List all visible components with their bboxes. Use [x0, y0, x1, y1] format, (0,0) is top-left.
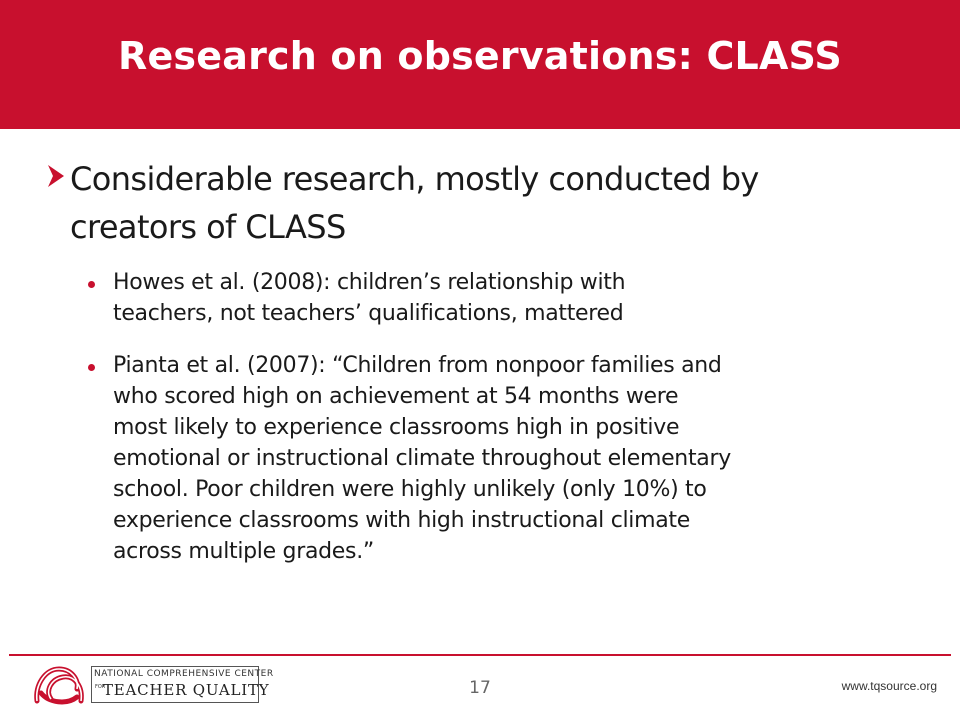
arrowhead-right-icon — [46, 163, 66, 189]
sub-bullet-line: across multiple grades.” — [113, 539, 374, 564]
dot-bullet-icon — [88, 281, 95, 288]
sub-bullet-line: emotional or instructional climate throughout elementary — [113, 446, 731, 471]
footer-divider — [9, 654, 951, 656]
interlocking-knot-logo-icon — [31, 663, 87, 707]
slide-title: Research on observations: CLASS — [118, 34, 842, 78]
logo-text-main: TEACHER QUALITY — [103, 681, 270, 699]
website-link[interactable]: www.tqsource.org — [841, 679, 937, 693]
sub-bullet-line: most likely to experience classrooms high in positive — [113, 415, 680, 440]
dot-bullet-icon — [88, 364, 95, 371]
sub-bullet-pianta — [113, 350, 933, 567]
logo-text-for: FOR — [95, 684, 106, 690]
sub-bullet-howes — [113, 267, 933, 329]
sub-bullet-line: experience classrooms with high instructional climate — [113, 508, 690, 533]
sub-bullet-line: who scored high on achievement at 54 months were — [113, 384, 679, 409]
sub-bullet-line: teachers, not teachers’ qualifications, mattered — [113, 301, 624, 326]
sub-bullet-line: Howes et al. (2008): children’s relationship with — [113, 270, 626, 295]
main-bullet-line: Considerable research, mostly conducted by — [70, 160, 759, 198]
main-bullet-line: creators of CLASS — [70, 208, 346, 246]
main-bullet-text — [70, 155, 930, 251]
sub-bullet-line: Pianta et al. (2007): “Children from nonpoor families and — [113, 353, 722, 378]
tq-center-logo — [31, 663, 274, 707]
sub-bullet-line: school. Poor children were highly unlikely (only 10%) to — [113, 477, 707, 502]
logo-text-top: NATIONAL COMPREHENSIVE CENTER — [94, 669, 274, 679]
page-number: 17 — [469, 678, 491, 698]
